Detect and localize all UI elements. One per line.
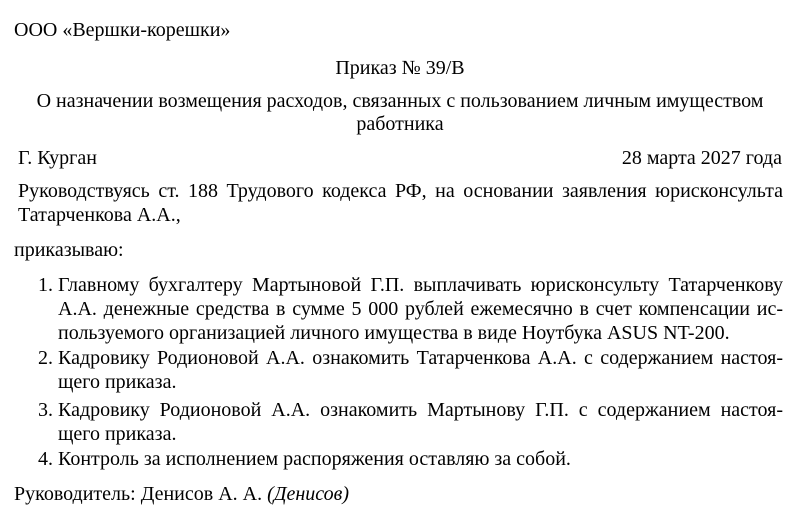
signature: (Денисов) <box>267 483 350 505</box>
place-date-row <box>18 146 782 170</box>
list-item-number: 3. <box>38 399 53 421</box>
list-item-line: щего приказа. <box>58 371 177 393</box>
list-item-line: Кадровику Родионовой А.А. ознакомить Татарченкова А.А. с содержанием настоя- <box>58 347 783 369</box>
order-title-line-2: работника <box>356 113 444 135</box>
order-number: Приказ № 39/В <box>335 57 465 79</box>
order-date: 28 марта 2027 года <box>621 147 782 169</box>
list-item-number: 4. <box>38 448 53 470</box>
order-word: приказываю: <box>14 239 124 261</box>
city: Г. Курган <box>18 147 97 169</box>
preamble-line-2: Татарченкова А.А., <box>18 204 181 226</box>
list-item-number: 2. <box>38 347 53 369</box>
signature-block <box>14 482 349 506</box>
signature-label: Руководитель: <box>14 483 136 505</box>
list-item-line: Контроль за исполнением распоряжения оставляю за собой. <box>58 448 571 470</box>
list-item-line: Главному бухгалтеру Мартыновой Г.П. выплачивать юрисконсульту Татарченкову <box>58 274 783 296</box>
list-item-number: 1. <box>38 274 53 296</box>
list-item-line: Кадровику Родионовой А.А. ознакомить Мартынову Г.П. с содержанием настоя- <box>58 399 783 421</box>
order-title-line-1: О назначении возмещения расходов, связанных с пользованием личным имуществом <box>36 90 764 112</box>
signatory-name: Денисов А. А. <box>140 483 263 505</box>
list-item-line: щего приказа. <box>58 423 177 445</box>
organization-name: ООО «Вершки-корешки» <box>14 19 231 41</box>
list-item-line: пользуемого организацией личного имущества в виде Ноутбука ASUS NT-200. <box>58 322 730 344</box>
list-item-line: А.А. денежные средства в сумме 5 000 рублей ежемесячно в счет компенсации ис- <box>58 298 783 320</box>
preamble-line-1: Руководствуясь ст. 188 Трудового кодекса РФ, на основании заявления юрисконсульта <box>18 180 783 202</box>
